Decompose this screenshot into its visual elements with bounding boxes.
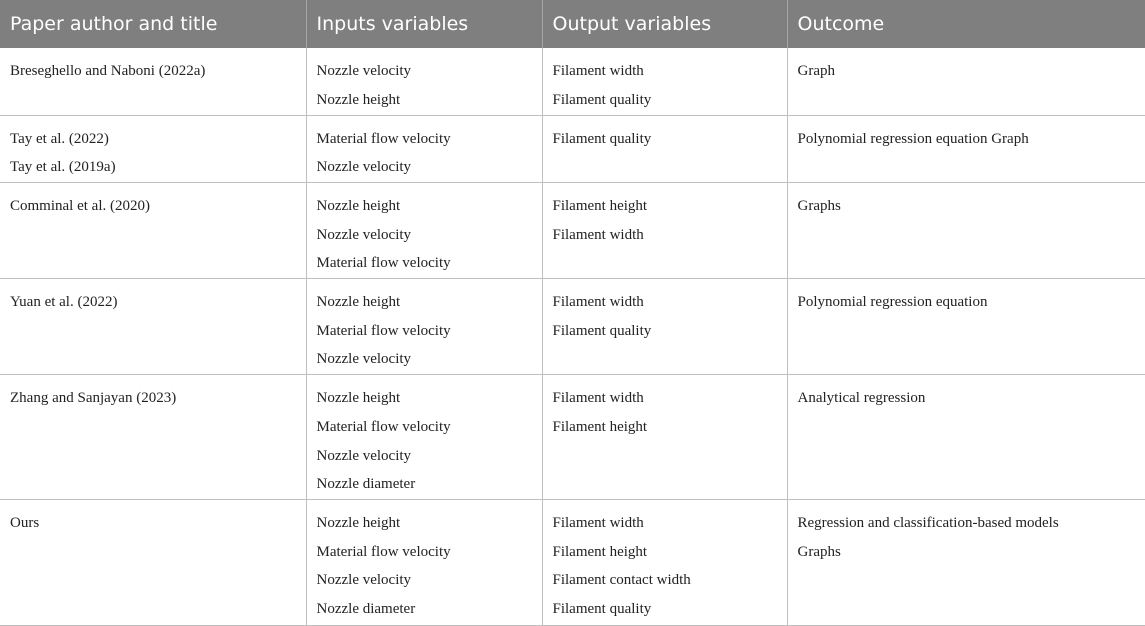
cell-text-line: Nozzle diameter [316, 601, 416, 618]
cell-author [0, 182, 306, 278]
cell-text-line: Tay et al. (2019a) [10, 159, 116, 176]
cell-text-line: Yuan et al. (2022) [10, 294, 118, 311]
cell-inputs [306, 279, 542, 375]
cell-author [0, 279, 306, 375]
cell-text-line: Nozzle velocity [316, 447, 412, 464]
cell-text-line: Tay et al. (2022) [10, 130, 109, 147]
cell-text-line: Graphs [797, 197, 841, 214]
table-body [0, 48, 1145, 625]
cell-text-line: Filament width [552, 390, 644, 407]
cell-text-line: Graphs [797, 543, 841, 560]
cell-text-line: Filament height [552, 543, 648, 560]
cell-text-line: Material flow velocity [316, 255, 451, 272]
cell-outputs [542, 375, 787, 500]
cell-author [0, 375, 306, 500]
header-author-title: Paper author and title [10, 13, 218, 35]
table-header [0, 0, 1145, 48]
cell-text-line: Polynomial regression equation [797, 294, 988, 311]
cell-outputs [542, 115, 787, 182]
table-row [0, 375, 1145, 500]
cell-author [0, 115, 306, 182]
cell-text-line: Zhang and Sanjayan (2023) [10, 390, 177, 407]
cell-outputs [542, 499, 787, 625]
cell-outcome [787, 279, 1145, 375]
cell-outputs [542, 279, 787, 375]
cell-text-line: Breseghello and Naboni (2022a) [10, 63, 206, 79]
cell-text-line: Nozzle velocity [316, 159, 412, 176]
table-row [0, 279, 1145, 375]
cell-text-line: Nozzle height [316, 390, 401, 407]
cell-inputs [306, 48, 542, 115]
cell-text-line: Material flow velocity [316, 418, 451, 435]
cell-author [0, 48, 306, 115]
cell-outputs [542, 182, 787, 278]
cell-text-line: Filament width [552, 226, 644, 243]
cell-text-line: Nozzle diameter [316, 476, 416, 493]
cell-inputs [306, 182, 542, 278]
cell-text-line: Filament width [552, 63, 644, 79]
header-row [0, 0, 1145, 48]
cell-outcome [787, 115, 1145, 182]
cell-text-line: Filament height [552, 418, 648, 435]
table-row [0, 499, 1145, 625]
cell-text-line: Nozzle velocity [316, 351, 412, 368]
cell-text-line: Polynomial regression equation Graph [797, 130, 1029, 147]
cell-text-line: Nozzle height [316, 197, 401, 214]
cell-text-line: Filament quality [552, 130, 652, 147]
cell-outcome [787, 375, 1145, 500]
cell-text-line: Comminal et al. (2020) [10, 197, 150, 214]
header-input-variables: Inputs variables [306, 0, 542, 48]
cell-text-line: Nozzle height [316, 294, 401, 311]
cell-text-line: Nozzle velocity [316, 63, 412, 79]
cell-text-line: Filament quality [552, 322, 652, 339]
cell-inputs [306, 375, 542, 500]
cell-text-line: Filament quality [552, 601, 652, 618]
cell-text-line: Analytical regression [797, 390, 926, 407]
table-row [0, 115, 1145, 182]
cell-text-line: Filament width [552, 294, 644, 311]
cell-author [0, 499, 306, 625]
cell-outcome [787, 499, 1145, 625]
cell-outputs [542, 48, 787, 115]
cell-text-line: Material flow velocity [316, 322, 451, 339]
cell-inputs [306, 499, 542, 625]
cell-text-line: Filament width [552, 514, 644, 531]
header-output-variables: Output variables [542, 0, 787, 48]
cell-text-line: Material flow velocity [316, 130, 451, 147]
cell-text-line: Graph [797, 63, 835, 79]
table-row [0, 48, 1145, 115]
cell-text-line: Filament quality [552, 91, 652, 108]
cell-outcome [787, 182, 1145, 278]
cell-text-line: Nozzle height [316, 91, 401, 108]
cell-text-line: Nozzle velocity [316, 572, 412, 589]
cell-outcome [787, 48, 1145, 115]
cell-text-line: Regression and classification-based models [797, 514, 1059, 531]
cell-text-line: Ours [10, 514, 40, 531]
cell-text-line: Material flow velocity [316, 543, 451, 560]
cell-text-line: Nozzle velocity [316, 226, 412, 243]
cell-text-line: Nozzle height [316, 514, 401, 531]
cell-inputs [306, 115, 542, 182]
cell-text-line: Filament contact width [552, 572, 691, 589]
table-row [0, 182, 1145, 278]
cell-text-line: Filament height [552, 197, 648, 214]
header-outcome: Outcome [787, 0, 1145, 48]
